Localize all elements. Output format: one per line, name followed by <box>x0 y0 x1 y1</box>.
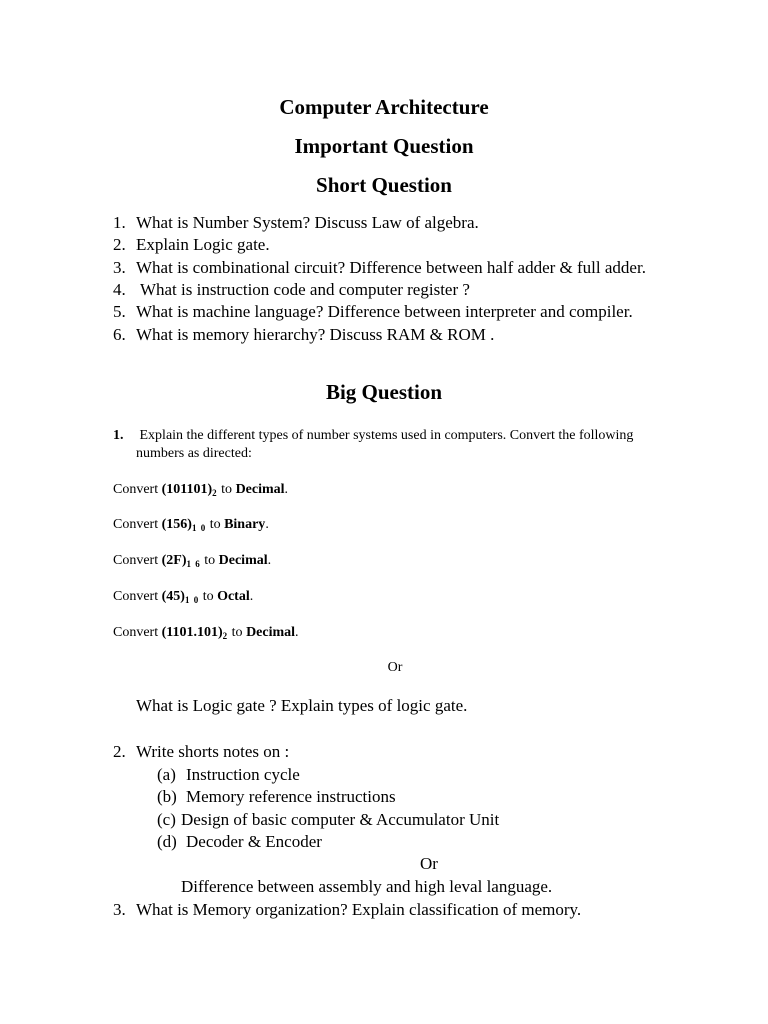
big-question-number: 1. <box>113 428 124 443</box>
conversion-item: Convert $(156)_{1 0}$ to Binary. <box>113 517 269 533</box>
sub-item-text: Memory reference instructions <box>186 787 396 806</box>
document-subtitle: Important Question <box>294 134 474 158</box>
short-question-number: 2. <box>113 235 126 254</box>
short-question-text: Explain Logic gate. <box>136 235 270 254</box>
sub-item-label: (c) <box>157 810 176 829</box>
document-title: Computer Architecture <box>279 95 489 119</box>
sub-item-text: Decoder & Encoder <box>186 832 322 851</box>
big-question-text: Write shorts notes on : <box>136 742 290 761</box>
sub-item-text: Instruction cycle <box>186 765 300 784</box>
short-question-heading: Short Question <box>316 173 452 197</box>
short-question-number: 3. <box>113 258 126 277</box>
short-question-number: 5. <box>113 302 126 321</box>
sub-item-label: (a) <box>157 765 176 784</box>
sub-item-text: Design of basic computer & Accumulator Unit <box>181 810 500 829</box>
big-question-text: Explain the different types of number systems used in computers. Convert the following <box>136 428 634 443</box>
or-separator: Or <box>387 660 403 675</box>
short-question-text: What is combinational circuit? Difference between half adder & full adder. <box>136 258 646 277</box>
conversion-item: Convert $(101101)_2$ to Decimal. <box>113 482 289 498</box>
conversion-item: Convert $(1101.101)_2$ to Decimal. <box>113 625 299 641</box>
short-question-number: 4. <box>113 280 126 299</box>
big-question-number: 2. <box>113 742 126 761</box>
short-question-number: 6. <box>113 325 126 344</box>
big-question-text: numbers as directed: <box>136 446 252 461</box>
or-separator: Or <box>420 854 438 873</box>
sub-item-label: (d) <box>157 832 177 851</box>
conversion-item: Convert $(2F)_{1 6}$ to Decimal. <box>113 553 272 569</box>
short-question-text: What is machine language? Difference between interpreter and compiler. <box>136 302 633 321</box>
sub-item-label: (b) <box>157 787 177 806</box>
logic-gate-question: What is Logic gate ? Explain types of logic gate. <box>136 696 468 715</box>
big-question-number: 3. <box>113 900 126 919</box>
short-question-text: What is instruction code and computer register ? <box>136 280 470 299</box>
short-question-number: 1. <box>113 213 126 232</box>
short-question-text: What is memory hierarchy? Discuss RAM & ROM . <box>136 325 495 344</box>
big-question-text: What is Memory organization? Explain classification of memory. <box>136 900 582 919</box>
short-question-text: What is Number System? Discuss Law of algebra. <box>136 213 479 232</box>
big-question-heading: Big Question <box>325 380 443 404</box>
alternate-question: Difference between assembly and high leval language. <box>181 877 553 896</box>
conversion-item: Convert $(45)_{1 0}$ to Octal. <box>113 589 254 605</box>
